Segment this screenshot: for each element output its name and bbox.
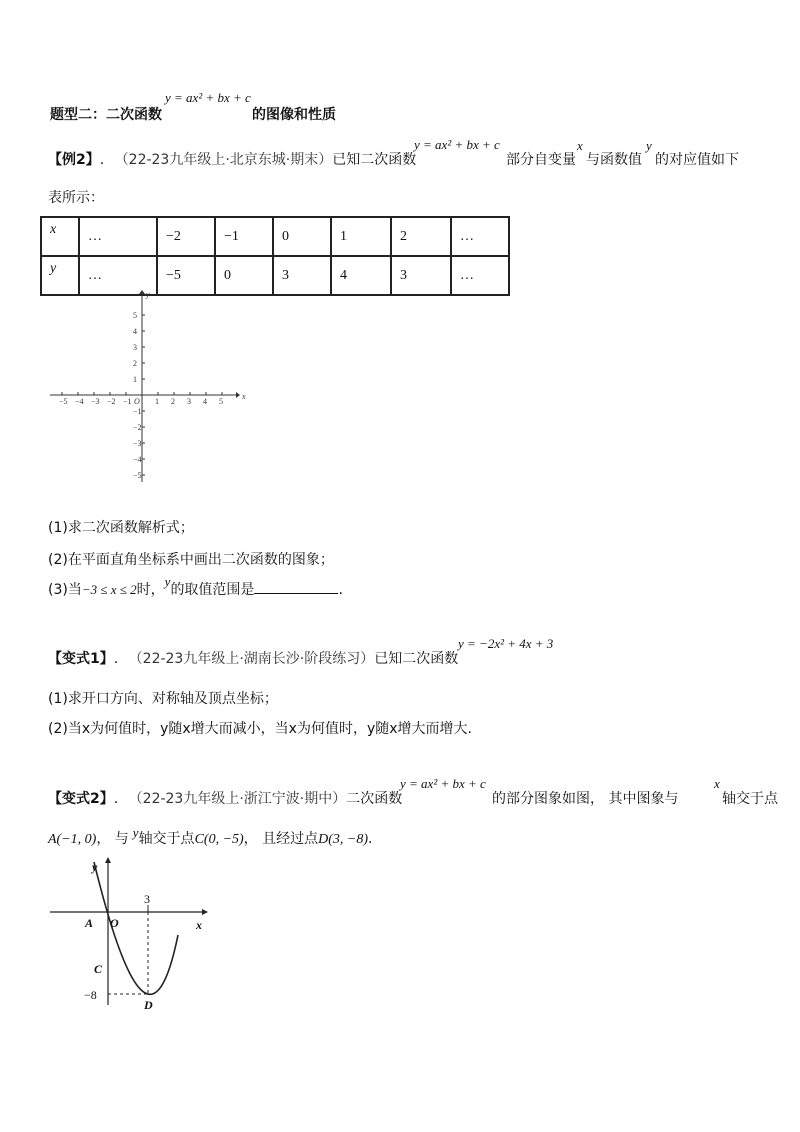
variant1-text: 已知二次函数 [374, 651, 459, 667]
variant2-source: （22-23九年级上·浙江宁波·期中） [128, 791, 347, 807]
example2-formula: y = ax² + bx + c [414, 137, 500, 152]
variant2-text-f: ， 且经过点 [243, 831, 319, 847]
y-tick-label: −2 [133, 423, 142, 432]
table-cell: 2 [391, 217, 451, 256]
variant2-line1 [48, 788, 402, 808]
fig-origin: O [110, 916, 119, 930]
variant1-tag: 【变式1】 [48, 651, 114, 667]
variant2-var-y: y [132, 825, 139, 840]
example2-text-c: 与函数值 [586, 152, 642, 168]
y-tick-label: −4 [133, 455, 142, 464]
y-tick-label: −3 [133, 439, 142, 448]
example2-text-b: 部分自变量 [506, 152, 576, 168]
y-tick-label: 2 [133, 359, 137, 368]
axis-x-name: x [242, 392, 246, 401]
y-arrow-icon [139, 290, 145, 294]
variant2-var-x: x [714, 776, 720, 791]
point-a: A(−1, 0) [48, 832, 97, 847]
fig-x-arrow-icon [202, 909, 208, 915]
parabola-curve [94, 862, 178, 994]
variant2-line2 [48, 825, 373, 848]
axis-y-name: y [146, 290, 150, 299]
fig-y-name: y [92, 860, 98, 874]
section-heading [50, 104, 162, 124]
variant2-dot: . [113, 791, 119, 807]
fig-label-c: C [94, 962, 103, 976]
example2-source: （22-23九年级上·北京东城·期末） [114, 152, 333, 168]
variant1-dot: . [113, 651, 119, 667]
variant1-q1: (1)求开口方向、对称轴及顶点坐标； [48, 691, 278, 707]
variant2-text-a: 二次函数 [346, 791, 403, 807]
example2-text-e: 表所示： [48, 190, 104, 206]
x-tick-label: 3 [187, 397, 191, 406]
y-tick-label: −5 [133, 471, 142, 480]
example2-text-a: 已知二次函数 [332, 152, 417, 168]
example2-tag: 【例2】 [48, 152, 100, 168]
variant1-formula: y = −2x² + 4x + 3 [458, 636, 554, 651]
table-cell: 1 [331, 217, 391, 256]
table-cell: … [79, 217, 157, 256]
table-cell: −1 [215, 217, 273, 256]
q3-end: . [338, 582, 343, 598]
x-tick-label: −3 [91, 397, 100, 406]
table-cell: 3 [273, 256, 331, 295]
fig-label-minus8: −8 [84, 988, 97, 1002]
variant2-text-c: 轴交于点 [722, 791, 778, 807]
section-title-post: 的图像和性质 [252, 107, 336, 123]
table-cell: y [41, 256, 79, 295]
table-row [41, 217, 509, 256]
fig-label-3: 3 [144, 892, 150, 906]
section-title-formula: y = ax² + bx + c [165, 90, 251, 105]
table-cell: 4 [331, 256, 391, 295]
q3-cond: −3 ≤ x ≤ 2 [81, 582, 137, 597]
x-tick-label: 1 [155, 397, 159, 406]
variant2-formula: y = ax² + bx + c [400, 776, 486, 791]
example2-var-y: y [646, 138, 652, 153]
fig-label-a: A [85, 916, 94, 930]
table-cell: … [451, 217, 509, 256]
example2-text-d: 的对应值如下 [655, 152, 739, 168]
fig-label-d: D [144, 998, 153, 1012]
x-tick-label: 5 [219, 397, 223, 406]
point-d: D(3, −8) [318, 832, 369, 847]
coordinate-axes [40, 288, 250, 488]
example2-line1 [48, 149, 416, 169]
axis-origin: O [134, 397, 140, 406]
table-cell: 0 [273, 217, 331, 256]
variant2-tag: 【变式2】 [48, 791, 114, 807]
fig-y-arrow-icon [105, 857, 111, 863]
y-tick-label: 4 [133, 327, 137, 336]
x-tick-label: 2 [171, 397, 175, 406]
variant2-text-d: ， 与 [96, 831, 129, 847]
variant1-q2: (2)当x为何值时，y随x增大而减小，当x为何值时，y随x增大而增大. [48, 721, 472, 737]
table-cell: 3 [391, 256, 451, 295]
x-tick-label: 4 [203, 397, 207, 406]
table-cell: x [41, 217, 79, 256]
table-cell: −5 [157, 256, 215, 295]
x-arrow-icon [236, 392, 240, 398]
x-tick-label: −1 [123, 397, 132, 406]
table-cell: … [451, 256, 509, 295]
x-tick-label: −5 [59, 397, 68, 406]
table-cell: −2 [157, 217, 215, 256]
q3-var: y [164, 574, 171, 589]
answer-blank[interactable] [254, 579, 338, 594]
example2-q2: (2)在平面直角坐标系中画出二次函数的图象； [48, 552, 334, 568]
y-tick-label: 1 [133, 375, 137, 384]
example2-dot: . [99, 152, 105, 168]
y-tick-label: 5 [133, 311, 137, 320]
variant2-text-e: 轴交于点 [138, 831, 195, 847]
y-tick-label: 3 [133, 343, 137, 352]
parabola-figure [50, 855, 220, 1015]
table-cell: 0 [215, 256, 273, 295]
variant2-text-g: . [368, 831, 373, 847]
example2-q1: (1)求二次函数解析式； [48, 520, 194, 536]
table-cell: … [79, 256, 157, 295]
q3-post: 的取值范围是 [170, 582, 255, 598]
example2-var-x: x [577, 138, 583, 153]
q3-mid: 时， [136, 582, 165, 598]
example2-q3 [48, 574, 343, 599]
variant2-text-b: 的部分图象如图， 其中图象与 [492, 791, 679, 807]
fig-x-name: x [196, 918, 202, 932]
y-tick-label: −1 [133, 407, 142, 416]
x-tick-label: −4 [75, 397, 84, 406]
x-tick-label: −2 [107, 397, 116, 406]
variant1-source: （22-23九年级上·湖南长沙·阶段练习） [128, 651, 375, 667]
point-c: C(0, −5) [194, 832, 244, 847]
value-table [40, 216, 510, 296]
q3-pre: (3)当 [48, 582, 82, 598]
section-title-pre: 题型二：二次函数 [50, 107, 162, 123]
variant1-line1 [48, 648, 458, 668]
